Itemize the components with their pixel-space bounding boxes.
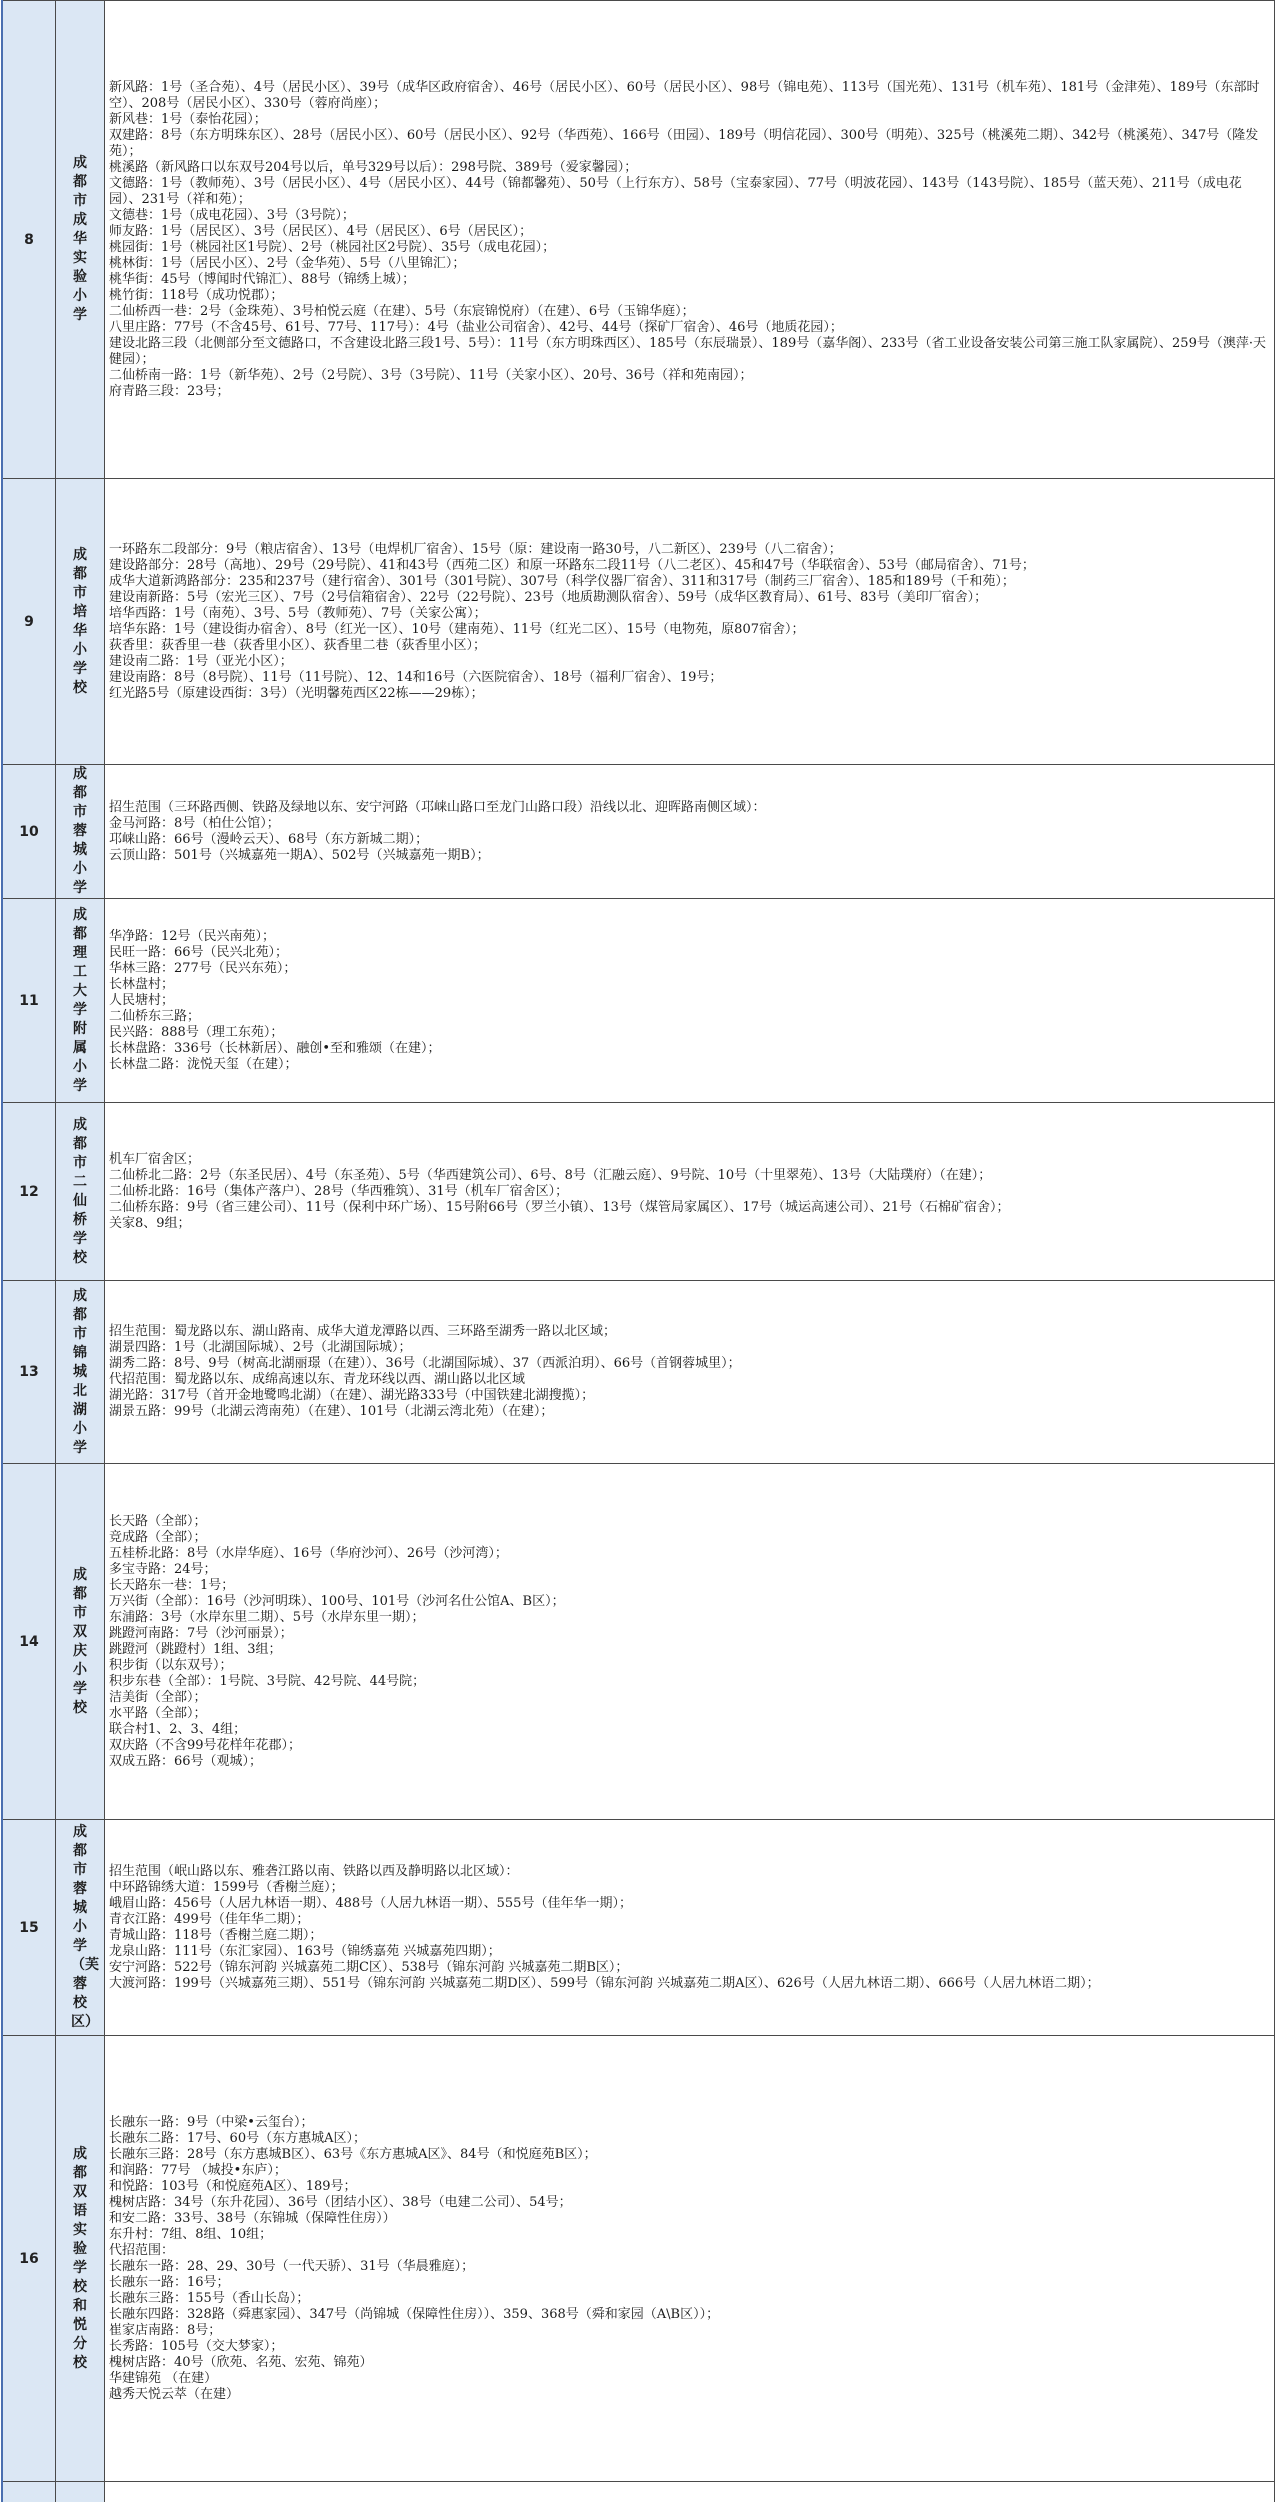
zone-line: 长融东一路：28、29、30号（一代天骄）、31号（华晨雅庭）； [109, 2259, 1270, 2275]
school-name-text: 成都双语实验学校和悦分校 [71, 2145, 89, 2373]
zone-line: 长融东一路：16号； [109, 2275, 1270, 2291]
row-number-continuation [2, 2482, 56, 2502]
zone-line: 招生范围（岷山路以东、雅砻江路以南、铁路以西及静明路以北区域）： [109, 1864, 1270, 1880]
zone-line: 万兴街（全部）：16号（沙河明珠）、100号、101号（沙河名仕公馆A、B区）； [109, 1594, 1270, 1610]
zone-line: 二仙桥东路：9号（省三建公司）、11号（保利中环广场）、15号附66号（罗兰小镇）、13号（煤管局家属区）、17号（城运高速公司）、21号（石棉矿宿舍）； [109, 1200, 1270, 1216]
zone-line: 东升村：7组、8组、10组； [109, 2227, 1270, 2243]
zone-line: 大渡河路：199号（兴城嘉苑三期）、551号（锦东河韵 兴城嘉苑二期D区）、599号（锦东河韵 兴城嘉苑二期A区）、626号（人居九林语二期）、666号（人居九林语二期）； [109, 1976, 1270, 1992]
zone-line: 二仙桥南一路：1号（新华苑）、2号（2号院）、3号（3号院）、11号（关家小区）、20号、36号（祥和苑南园）； [109, 368, 1270, 384]
zone-line: 师友路：1号（居民区）、3号（居民区）、4号（居民区）、6号（居民区）； [109, 224, 1270, 240]
zone-line: 长融东二路：17号、60号（东方惠城A区）； [109, 2131, 1270, 2147]
zone-line: 建设南新路：5号（宏光三区）、7号（2号信箱宿舍）、22号（22号院）、23号（地质勘测队宿舍）、59号（成华区教育局）、61号、83号（美印厂宿舍）； [109, 590, 1270, 606]
table-row [2, 479, 1275, 765]
zone-line: 招生范围：蜀龙路以东、湖山路南、成华大道龙潭路以西、三环路至湖秀一路以北区域； [109, 1324, 1270, 1340]
zone-line: 长林盘二路：泷悦天玺（在建）； [109, 1057, 1270, 1073]
zone-line: 建设北路三段（北侧部分至文德路口，不含建设北路三段1号、5号）：11号（东方明珠西区）、185号（东辰瑞景）、189号（嘉华阁）、233号（省工业设备安装公司第三施工队家属院）、259号（澳萍·天健园）； [109, 336, 1270, 368]
zone-line: 五桂桥北路：8号（水岸华庭）、16号（华府沙河）、26号（沙河湾）； [109, 1546, 1270, 1562]
row-number: 16 [2, 2036, 56, 2482]
zone-line: 竞成路（全部）； [109, 1530, 1270, 1546]
zone-line: 华林三路：277号（民兴东苑）； [109, 961, 1270, 977]
zone-line: 华净路：12号（民兴南苑）； [109, 929, 1270, 945]
school-name [56, 1820, 105, 2036]
zone-line: 华建锦苑 （在建） [109, 2371, 1270, 2387]
table-row [2, 765, 1275, 899]
zone-content [105, 1820, 1275, 2036]
zone-line: 跳蹬河（跳蹬村）1组、3组； [109, 1642, 1270, 1658]
table-row [2, 1820, 1275, 2036]
row-number: 12 [2, 1103, 56, 1281]
zone-line: 联合村1、2、3、4组； [109, 1722, 1270, 1738]
zone-content [105, 479, 1275, 765]
zone-line: 积步东巷（全部）：1号院、3号院、42号院、44号院； [109, 1674, 1270, 1690]
zone-line: 东浦路：3号（水岸东里二期）、5号（水岸东里一期）； [109, 1610, 1270, 1626]
zone-line: 机车厂宿舍区； [109, 1152, 1270, 1168]
zone-line: 湖景四路：1号（北湖国际城）、2号（北湖国际城）； [109, 1340, 1270, 1356]
zone-line: 长天路东一巷：1号； [109, 1578, 1270, 1594]
zone-line: 文德巷：1号（成电花园）、3号（3号院）； [109, 208, 1270, 224]
zone-line: 建设南路：8号（8号院）、11号（11号院）、12、14和16号（六医院宿舍）、18号（福利厂宿舍）、19号； [109, 670, 1270, 686]
zone-line: 长林盘路：336号（长林新居）、融创•至和雅颂（在建）； [109, 1041, 1270, 1057]
zone-line: 培华东路：1号（建设街办宿舍）、8号（红光一区）、10号（建南苑）、11号（红光二区）、15号（电物苑，原807宿舍）； [109, 622, 1270, 638]
zone-line: 一环路东二段部分：9号（粮店宿舍）、13号（电焊机厂宿舍）、15号（原：建设南一路30号，八二新区）、239号（八二宿舍）； [109, 542, 1270, 558]
zone-line: 荻香里：荻香里一巷（荻香里小区）、荻香里二巷（荻香里小区）； [109, 638, 1270, 654]
zone-content [105, 1464, 1275, 1820]
zone-content [105, 2036, 1275, 2482]
zone-line: 和安二路：33号、38号（东锦城（保障性住房）） [109, 2211, 1270, 2227]
zone-line: 青衣江路：499号（佳年华二期）； [109, 1912, 1270, 1928]
zone-content [105, 1281, 1275, 1464]
zone-line: 湖光路：317号（首开金地鹭鸣北湖）（在建）、湖光路333号（中国铁建北湖搜揽）； [109, 1388, 1270, 1404]
zone-line: 招生范围（三环路西侧、铁路及绿地以东、安宁河路（邛崃山路口至龙门山路口段）沿线以北、迎晖路南侧区域）： [109, 800, 1270, 816]
school-name-text: 成都市蓉城小学 [71, 765, 89, 898]
zone-line: 崔家店南路：8号； [109, 2323, 1270, 2339]
row-number: 15 [2, 1820, 56, 2036]
zone-content-continuation [105, 2482, 1275, 2502]
zone-line: 邛崃山路：66号（漫岭云天）、68号（东方新城二期）； [109, 832, 1270, 848]
table-row [2, 1281, 1275, 1464]
table-row [2, 1464, 1275, 1820]
zone-line: 双庆路（不含99号花样年花郡）； [109, 1738, 1270, 1754]
zone-line: 跳蹬河南路：7号（沙河丽景）； [109, 1626, 1270, 1642]
zone-line: 二仙桥东三路； [109, 1009, 1270, 1025]
zone-line: 中环路锦绣大道：1599号（香榭兰庭）； [109, 1880, 1270, 1896]
zone-line: 积步街（以东双号）； [109, 1658, 1270, 1674]
school-name-text: 成都市培华小学校 [71, 546, 89, 698]
zone-line: 桃竹街：118号（成功悦郡）； [109, 288, 1270, 304]
zone-line: 龙泉山路：111号（东汇家园）、163号（锦绣嘉苑 兴城嘉苑四期）； [109, 1944, 1270, 1960]
zone-content [105, 899, 1275, 1103]
table-row-continuation [2, 2482, 1275, 2502]
school-name [56, 765, 105, 899]
zone-line: 金马河路：8号（柏仕公馆）； [109, 816, 1270, 832]
row-number: 14 [2, 1464, 56, 1820]
zone-line: 长秀路：105号（交大梦家）； [109, 2339, 1270, 2355]
zone-line: 民旺一路：66号（民兴北苑）； [109, 945, 1270, 961]
row-number: 11 [2, 899, 56, 1103]
school-name [56, 899, 105, 1103]
zone-line: 槐树店路：40号（欣苑、名苑、宏苑、锦苑） [109, 2355, 1270, 2371]
zone-line: 安宁河路：522号（锦东河韵 兴城嘉苑二期C区）、538号（锦东河韵 兴城嘉苑二期B区）； [109, 1960, 1270, 1976]
row-number: 10 [2, 765, 56, 899]
zone-line: 建设南二路：1号（亚光小区）； [109, 654, 1270, 670]
zone-line: 二仙桥北路：16号（集体产落户）、28号（华西雅筑）、31号（机车厂宿舍区）； [109, 1184, 1270, 1200]
zone-content [105, 1, 1275, 479]
zone-line: 长融东四路：328路（舜惠家园）、347号（尚锦城（保障性住房））、359、368号（舜和家园（A\B区））； [109, 2307, 1270, 2323]
zone-line: 人民塘村； [109, 993, 1270, 1009]
zone-line: 桃林街：1号（居民小区）、2号（金华苑）、5号（八里锦汇）； [109, 256, 1270, 272]
zone-line: 水平路（全部）； [109, 1706, 1270, 1722]
school-name-continuation [56, 2482, 105, 2502]
zone-line: 民兴路：888号（理工东苑）； [109, 1025, 1270, 1041]
zone-line: 和悦路：103号（和悦庭苑A区）、189号； [109, 2179, 1270, 2195]
row-number: 9 [2, 479, 56, 765]
zone-line: 关家8、9组； [109, 1216, 1270, 1232]
school-zoning-table [1, 0, 1275, 2502]
school-name [56, 1464, 105, 1820]
zone-line: 文德路：1号（教师苑）、3号（居民小区）、4号（居民小区）、44号（锦都馨苑）、50号（上行东方）、58号（宝泰家园）、77号（明波花园）、143号（143号院）、185号（蓝天苑）、211号（成电花园）、231号（祥和苑）； [109, 176, 1270, 208]
zone-line: 青城山路：118号（香榭兰庭二期）； [109, 1928, 1270, 1944]
zone-line: 二仙桥北二路：2号（东圣民居）、4号（东圣苑）、5号（华西建筑公司）、6号、8号（汇融云庭）、9号院、10号（十里翠苑）、13号（大陆璞府）（在建）； [109, 1168, 1270, 1184]
zone-line: 新风路：1号（圣合苑）、4号（居民小区）、39号（成华区政府宿舍）、46号（居民小区）、60号（居民小区）、98号（锦电苑）、113号（国光苑）、131号（机车苑）、181号（金津苑）、189号（东部时空）、208号（居民小区）、330号（蓉府尚座）； [109, 80, 1270, 112]
table-row [2, 899, 1275, 1103]
zone-line: 代招范围： [109, 2243, 1270, 2259]
row-number: 13 [2, 1281, 56, 1464]
school-name [56, 1103, 105, 1281]
zone-line: 洁美街（全部）； [109, 1690, 1270, 1706]
zone-content [105, 765, 1275, 899]
zone-line: 槐树店路：34号（东升花园）、36号（团结小区）、38号（电建二公司）、54号； [109, 2195, 1270, 2211]
table-row [2, 2036, 1275, 2482]
zone-line: 培华西路：1号（南苑）、3号、5号（教师苑）、7号（关家公寓）； [109, 606, 1270, 622]
school-name-text: 成都市成华实验小学 [71, 154, 89, 325]
table-body [2, 1, 1275, 2502]
table-row [2, 1, 1275, 479]
zone-line: 长融东三路：28号（东方惠城B区）、63号《东方惠城A区》、84号（和悦庭苑B区）； [109, 2147, 1270, 2163]
zone-line: 代招范围：蜀龙路以东、成绵高速以东、青龙环线以西、湖山路以北区域 [109, 1372, 1270, 1388]
row-number: 8 [2, 1, 56, 479]
zone-line: 长林盘村； [109, 977, 1270, 993]
school-name-text: 成都市蓉城小学（芙蓉校区） [71, 1823, 89, 2032]
zone-line: 长天路（全部）； [109, 1514, 1270, 1530]
zone-line: 峨眉山路：456号（人居九林语一期）、488号（人居九林语一期）、555号（佳年华一期）； [109, 1896, 1270, 1912]
school-name [56, 1, 105, 479]
zone-line: 桃园街：1号（桃园社区1号院）、2号（桃园社区2号院）、35号（成电花园）； [109, 240, 1270, 256]
zone-line: 八里庄路：77号（不含45号、61号、77号、117号）：4号（盐业公司宿舍）、42号、44号（探矿厂宿舍）、46号（地质花园）； [109, 320, 1270, 336]
zone-line: 成华大道新鸿路部分：235和237号（建行宿舍）、301号（301号院）、307号（科学仪器厂宿舍）、311和317号（制药三厂宿舍）、185和189号（千和苑）； [109, 574, 1270, 590]
school-name [56, 1281, 105, 1464]
school-name-text: 成都市锦城北湖小学 [71, 1287, 89, 1458]
zone-line: 桃华街：45号（博闻时代锦汇）、88号（锦绣上城）； [109, 272, 1270, 288]
zone-line: 建设路部分：28号（高地）、29号（29号院）、41和43号（西苑二区）和原一环路东二段11号（八二老区）、45和47号（华联宿舍）、53号（邮局宿舍）、71号； [109, 558, 1270, 574]
zone-line: 和润路：77号 （城投•东庐）； [109, 2163, 1270, 2179]
zone-line: 湖秀二路：8号、9号（树高北湖丽璟（在建））、36号（北湖国际城）、37（西派泊玥）、66号（首钢蓉城里）； [109, 1356, 1270, 1372]
zone-line: 双建路：8号（东方明珠东区）、28号（居民小区）、60号（居民小区）、92号（华西苑）、166号（田园）、189号（明信花园）、300号（明苑）、325号（桃溪苑二期）、342号（桃溪苑）、347号（隆发苑）； [109, 128, 1270, 160]
table-row [2, 1103, 1275, 1281]
zone-content [105, 1103, 1275, 1281]
zone-line: 湖景五路：99号（北湖云湾南苑）（在建）、101号（北湖云湾北苑）（在建）； [109, 1404, 1270, 1420]
zone-line: 越秀天悦云萃（在建） [109, 2387, 1270, 2403]
school-name-text: 成都市双庆小学校 [71, 1566, 89, 1718]
school-name-text: 成都市二仙桥学校 [71, 1116, 89, 1268]
zone-line: 多宝寺路：24号； [109, 1562, 1270, 1578]
zone-line: 长融东三路：155号（香山长岛）； [109, 2291, 1270, 2307]
zone-line: 双成五路：66号（观城）； [109, 1754, 1270, 1770]
zone-line: 二仙桥西一巷：2号（金珠苑）、3号柏悦云庭（在建）、5号（东宸锦悦府）（在建）、6号（玉锦华庭）； [109, 304, 1270, 320]
zone-line: 云顶山路：501号（兴城嘉苑一期A）、502号（兴城嘉苑一期B）； [109, 848, 1270, 864]
zone-line: 红光路5号（原建设西街：3号）（光明馨苑西区22栋——29栋）； [109, 686, 1270, 702]
school-name-text: 成都理工大学附属小学 [71, 906, 89, 1096]
zone-line: 新风巷：1号（泰怡花园）； [109, 112, 1270, 128]
zone-line: 长融东一路：9号（中梁•云玺台）； [109, 2115, 1270, 2131]
school-name [56, 479, 105, 765]
zone-line: 府青路三段：23号； [109, 384, 1270, 400]
zone-line: 桃溪路（新风路口以东双号204号以后，单号329号以后）：298号院、389号（爱家馨园）； [109, 160, 1270, 176]
school-name [56, 2036, 105, 2482]
